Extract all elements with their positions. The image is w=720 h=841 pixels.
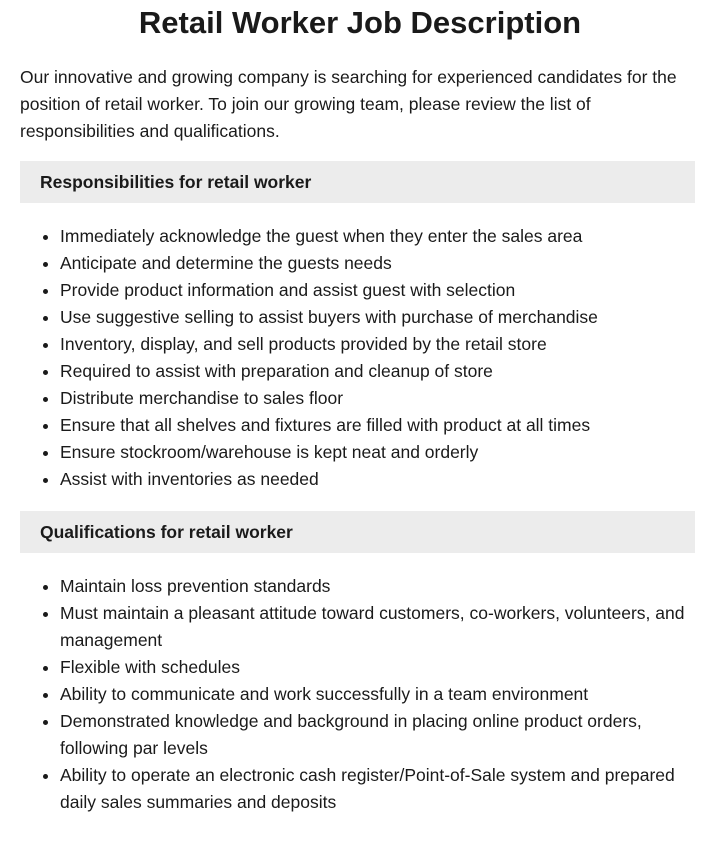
list-item: • Flexible with schedules bbox=[60, 654, 700, 681]
qualifications-heading: Qualifications for retail worker bbox=[20, 511, 695, 553]
list-item: • Ability to operate an electronic cash register/Point-of-Sale system and prepared daily sales summaries and deposits bbox=[60, 762, 700, 816]
list-item: • Must maintain a pleasant attitude toward customers, co-workers, volunteers, and management bbox=[60, 600, 700, 654]
list-item: • Ensure stockroom/warehouse is kept neat and orderly bbox=[60, 439, 700, 466]
list-item: • Distribute merchandise to sales floor bbox=[60, 385, 700, 412]
list-item: • Provide product information and assist guest with selection bbox=[60, 277, 700, 304]
list-item: • Maintain loss prevention standards bbox=[60, 573, 700, 600]
list-item: • Use suggestive selling to assist buyers with purchase of merchandise bbox=[60, 304, 700, 331]
list-item: • Inventory, display, and sell products provided by the retail store bbox=[60, 331, 700, 358]
list-item: • Assist with inventories as needed bbox=[60, 466, 700, 493]
list-item: • Anticipate and determine the guests needs bbox=[60, 250, 700, 277]
intro-text: Our innovative and growing company is searching for experienced candidates for the position of retail worker. To join our growing team, please review the list of responsibilities and qualifications. bbox=[20, 67, 677, 141]
list-item: • Demonstrated knowledge and background in placing online product orders, following par levels bbox=[60, 708, 700, 762]
qualifications-list bbox=[0, 573, 700, 816]
list-item: • Ability to communicate and work successfully in a team environment bbox=[60, 681, 700, 708]
list-item: • Ensure that all shelves and fixtures are filled with product at all times bbox=[60, 412, 700, 439]
responsibilities-list bbox=[0, 223, 700, 493]
list-item: • Required to assist with preparation and cleanup of store bbox=[60, 358, 700, 385]
page-title: Retail Worker Job Description bbox=[138, 5, 582, 40]
responsibilities-heading: Responsibilities for retail worker bbox=[20, 161, 695, 203]
list-item: • Immediately acknowledge the guest when they enter the sales area bbox=[60, 223, 700, 250]
